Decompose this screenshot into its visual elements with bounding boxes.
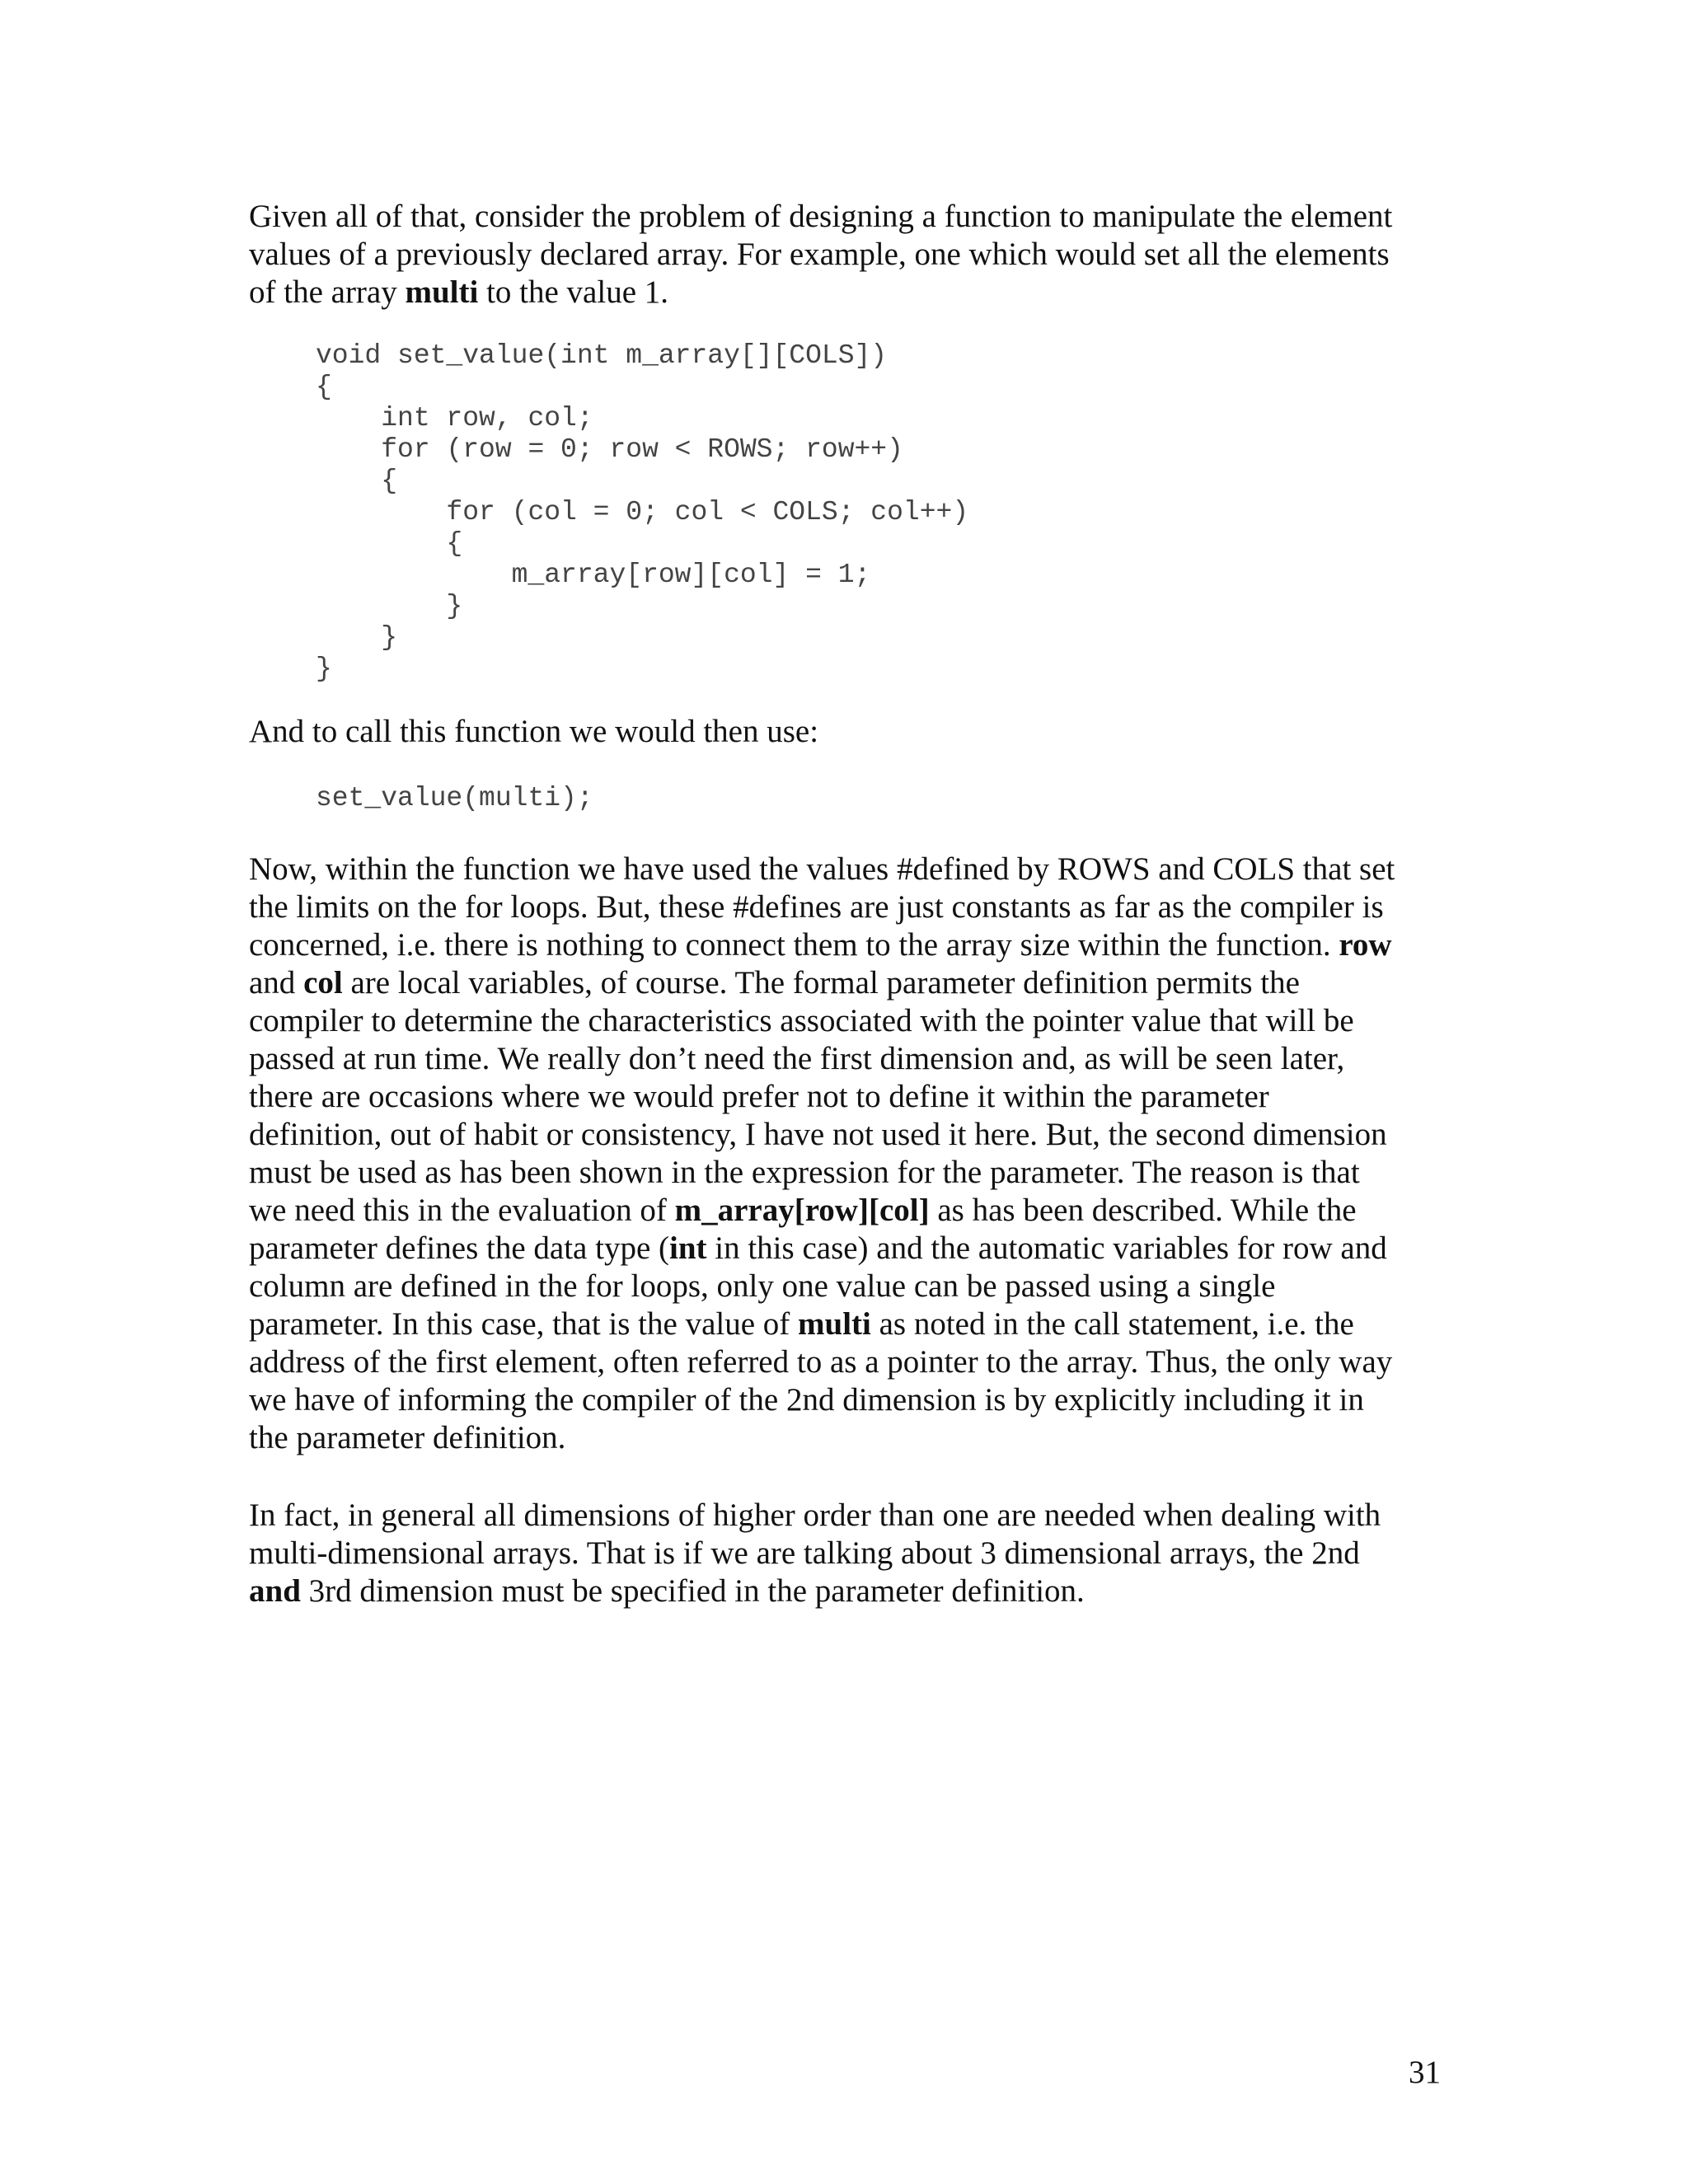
text-fragment: of the array xyxy=(249,274,406,310)
text-line xyxy=(249,1572,1449,1610)
text-line xyxy=(249,1305,1449,1343)
text-line: values of a previously declared array. For example, one which would set all the elements xyxy=(249,237,1390,272)
text-line xyxy=(249,274,1449,312)
text-fragment: as has been described. While the xyxy=(929,1193,1357,1228)
text-line: In fact, in general all dimensions of higher order than one are needed when dealing with xyxy=(249,1497,1381,1533)
code-line: int row, col; xyxy=(316,403,593,434)
text-line: Given all of that, consider the problem of designing a function to manipulate the element xyxy=(249,199,1393,234)
text-line: must be used as has been shown in the expression for the parameter. The reason is that xyxy=(249,1155,1360,1190)
text-line xyxy=(249,926,1449,964)
code-line: { xyxy=(316,528,463,559)
text-fragment: parameter defines the data type ( xyxy=(249,1230,669,1266)
text-line: the parameter definition. xyxy=(249,1420,566,1455)
text-line: there are occasions where we would prefer not to define it within the parameter xyxy=(249,1079,1269,1114)
bold-term-multi: multi xyxy=(798,1306,871,1342)
code-line: } xyxy=(316,622,398,653)
text-line xyxy=(249,1230,1449,1268)
text-fragment: in this case) and the automatic variables for row and xyxy=(706,1230,1387,1266)
bold-term-m-array: m_array[row][col] xyxy=(674,1193,930,1228)
code-line: { xyxy=(316,372,332,402)
text-line: the limits on the for loops. But, these #defines are just constants as far as the compiler is xyxy=(249,889,1384,925)
bold-term-col: col xyxy=(303,965,343,1001)
text-line: compiler to determine the characteristics associated with the pointer value that will be xyxy=(249,1003,1354,1038)
text-line xyxy=(249,964,1449,1002)
intro-paragraph xyxy=(249,198,1449,312)
text-line: Now, within the function we have used the values #defined by ROWS and COLS that set xyxy=(249,851,1395,887)
text-line xyxy=(249,1192,1449,1230)
code-line: m_array[row][col] = 1; xyxy=(316,560,871,590)
text-line: And to call this function we would then use: xyxy=(249,714,819,749)
text-line: definition, out of habit or consistency, I have not used it here. But, the second dimension xyxy=(249,1117,1387,1152)
bold-term-and: and xyxy=(249,1573,301,1609)
call-intro-paragraph xyxy=(249,713,1449,751)
explanation-paragraph xyxy=(249,851,1449,1457)
text-fragment: to the value 1. xyxy=(478,274,669,310)
page-number: 31 xyxy=(1409,2055,1441,2090)
text-fragment: and xyxy=(249,965,304,1001)
text-fragment: concerned, i.e. there is nothing to connect them to the array size within the function. xyxy=(249,927,1339,963)
code-line: void set_value(int m_array[][COLS]) xyxy=(316,340,888,371)
text-fragment: we need this in the evaluation of xyxy=(249,1193,675,1228)
code-block-set-value xyxy=(316,340,968,685)
text-line: we have of informing the compiler of the 2nd dimension is by explicitly including it in xyxy=(249,1382,1364,1418)
code-block-call xyxy=(316,783,593,814)
bold-term-int: int xyxy=(669,1230,707,1266)
text-fragment: are local variables, of course. The formal parameter definition permits the xyxy=(342,965,1300,1001)
text-fragment: parameter. In this case, that is the value of xyxy=(249,1306,799,1342)
text-line: passed at run time. We really don’t need the first dimension and, as will be seen later, xyxy=(249,1041,1345,1076)
code-line: for (col = 0; col < COLS; col++) xyxy=(316,497,969,527)
text-line: address of the first element, often referred to as a pointer to the array. Thus, the only way xyxy=(249,1344,1393,1380)
bold-term-multi: multi xyxy=(405,274,479,310)
text-fragment: 3rd dimension must be specified in the parameter definition. xyxy=(300,1573,1085,1609)
text-fragment: as noted in the call statement, i.e. the xyxy=(870,1306,1354,1342)
text-line: multi-dimensional arrays. That is if we are talking about 3 dimensional arrays, the 2nd xyxy=(249,1535,1360,1571)
code-line: { xyxy=(316,466,398,496)
conclusion-paragraph xyxy=(249,1497,1449,1610)
bold-term-row: row xyxy=(1339,927,1392,963)
code-line: } xyxy=(316,591,463,621)
code-line: } xyxy=(316,654,332,684)
text-line: column are defined in the for loops, only one value can be passed using a single xyxy=(249,1268,1276,1304)
code-line: set_value(multi); xyxy=(316,783,593,813)
code-line: for (row = 0; row < ROWS; row++) xyxy=(316,434,903,465)
